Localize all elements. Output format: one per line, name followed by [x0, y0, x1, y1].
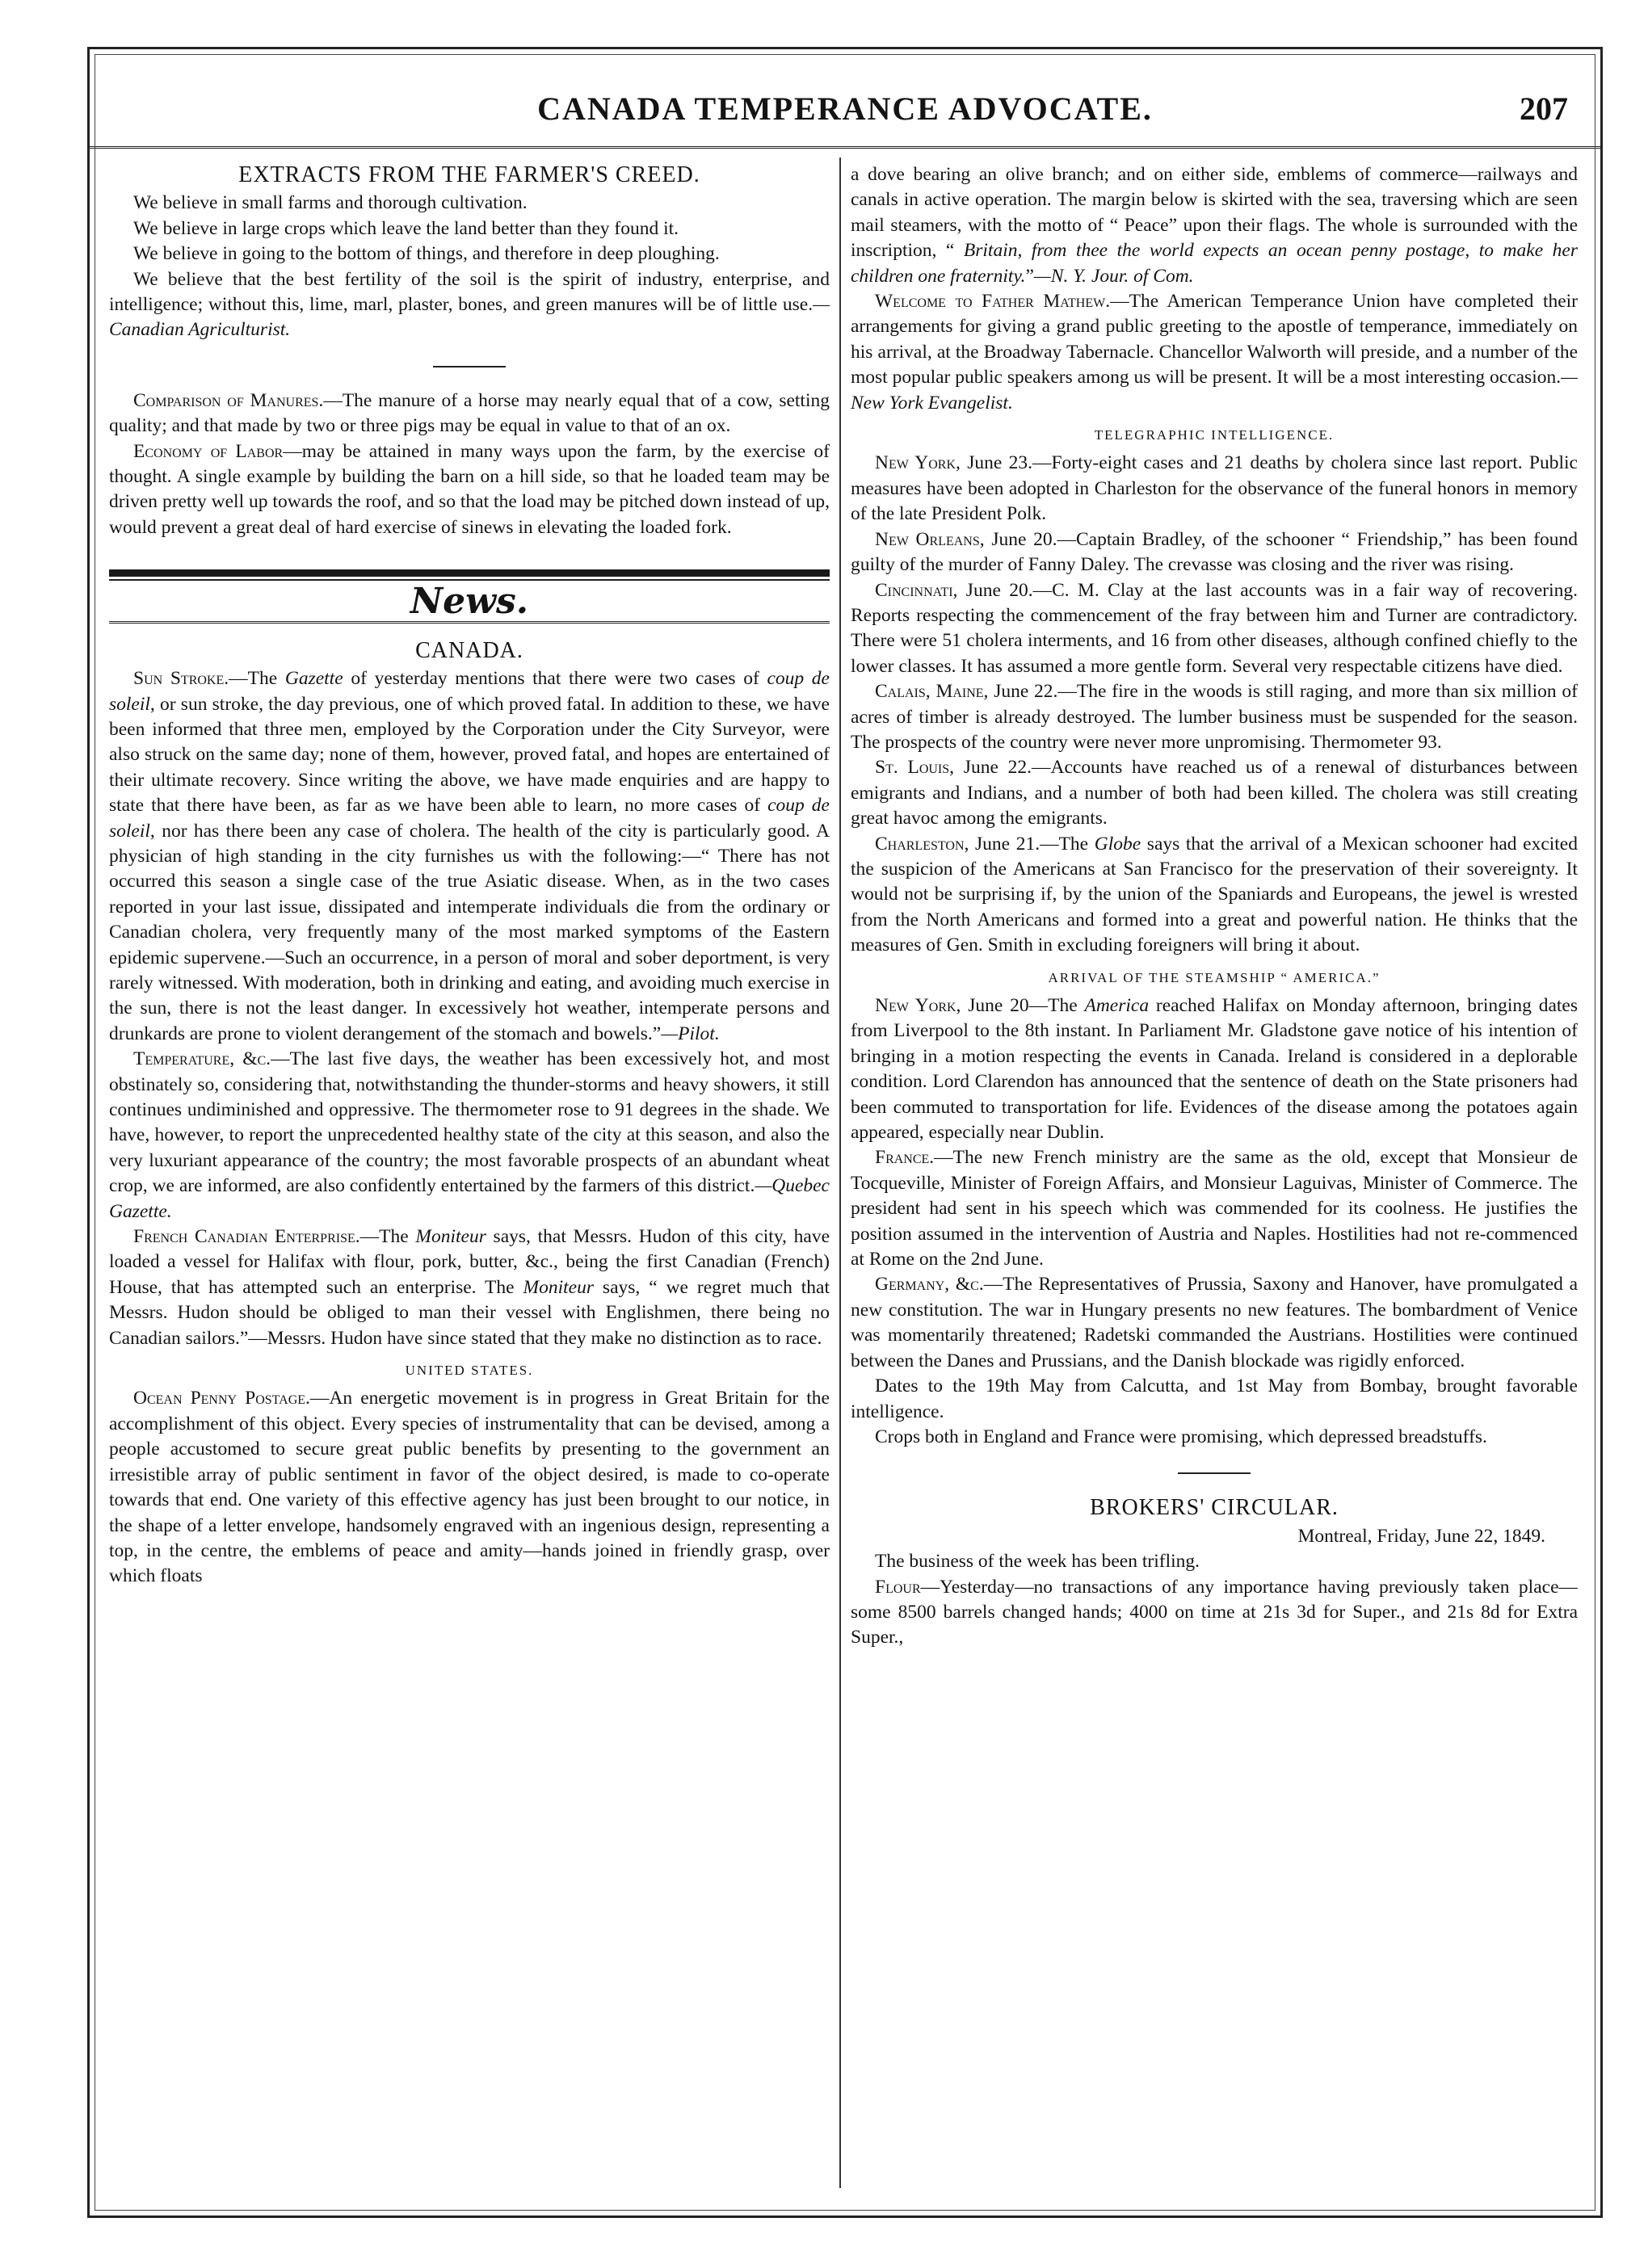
france-report [851, 1145, 1578, 1272]
article-text: —The American Temperance Union have completed their arrangements for giving a grand public greeting to the apostle of temperance, immediately on his arrival, at the Broadway Tabernacle. Chancellor Walworth will preside, and a number of the most popular public speakers among us will be present. It will be a most interesting occasion. [851, 291, 1578, 388]
article-text: reached Halifax on Monday afternoon, bringing dates from Liverpool to the 8th instant. In Parliament Mr. Gladstone gave notice of his intention of bringing in a motion respecting the events in Canada. Ireland is considered in a deplorable condition. Lord Clarendon has announced that the sentence of death on the State prisoners had been commuted to transportation for life. Evidences of the disease among the potatoes again appeared, especially near Dublin. [851, 995, 1578, 1144]
left-column [109, 162, 830, 2183]
article-text: —The new French ministry are the same as the old, except that Monsieur de Tocqueville, Minister of Foreign Affairs, and Monsieur Laguivas, Minister of Commerce. The president had sent in his speech which was commended for its coolness. He justifies the position assumed in the intervention of Austria and Naples. Hostilities had not re-commenced at Rome on the 2nd June. [851, 1147, 1578, 1270]
manures-article [109, 388, 830, 439]
charleston-report [851, 832, 1578, 959]
farmers-creed-heading: EXTRACTS FROM THE FARMER'S CREED. [238, 162, 700, 187]
labor-article [109, 439, 830, 541]
article-text: —An energetic movement is in progress in Great Britain for the accomplishment of this object. Every species of instrumentality that can be devised, among a people accustomed to secure great public benefits by presenting to the government an irresistible array of public sentiment in favor of the object desired, is made to co-operate towards that end. One variety of this effective agency has just been brought to our notice, in the shape of a letter envelope, handsomely engraved with an ingenious design, representing a top, in the centre, the emblems of peace and amity—hands joined in friendly grasp, over which floats [109, 1388, 830, 1587]
dateline: New York, [875, 452, 961, 474]
news-title: News. [410, 581, 529, 623]
st-louis-report [851, 755, 1578, 831]
arrival-heading: ARRIVAL OF THE STEAMSHIP “ AMERICA.” [1048, 969, 1381, 985]
article-lead: Sun Stroke. [133, 668, 229, 690]
united-states-heading: UNITED STATES. [405, 1363, 534, 1379]
cincinnati-report [851, 578, 1578, 680]
article-lead: Germany, &c. [875, 1274, 984, 1296]
article-text: , or sun stroke, the day previous, one of which proved fatal. In addition to these, we have been informed that three men, employed by the Corporation under the City Surveyor, were also struck on the same day; none of them, however, proved fatal, and hopes are entertained of their ultimate recovery. Since writing the above, we have made enquiries and are happy to state that there have been, as far as we have been able to learn, no more cases of [109, 693, 830, 817]
article-lead: French Canadian Enterprise. [133, 1226, 360, 1248]
news-under-rule [109, 621, 830, 624]
creed-paragraph: We believe in large crops which leave the land better than they found it. [133, 217, 679, 239]
dateline: Charleston, [875, 833, 969, 855]
section-rule [433, 366, 506, 368]
brokers-paragraph: The business of the week has been trifling. [875, 1551, 1200, 1573]
article-source: —New York Evangelist. [851, 367, 1578, 414]
article-lead: France. [875, 1147, 935, 1169]
article-lead: Welcome to Father Mathew. [875, 291, 1111, 313]
dateline: New York, [875, 995, 961, 1016]
article-text: —The last five days, the weather has been excessively hot, and most obstinately so, considering that, notwithstanding the thunder-storms and heavy showers, it still continues undiminished and oppressive. The thermometer rose to 91 degrees in the shade. We have, however, to report the unprecedented healthy state of the city at this season, and also the very luxuriant appearance of the country; the most favorable prospects of an abundant wheat crop, we are informed, are also confidently entertained by the farmers of this district. [109, 1048, 830, 1197]
article-text: June 20—The [961, 995, 1085, 1016]
news-band-rule [109, 569, 830, 581]
flour-paragraph [851, 1575, 1578, 1651]
article-source: —Quebec Gazette. [109, 1175, 830, 1222]
article-italic: Globe [1094, 833, 1141, 855]
new-york-report [851, 451, 1578, 527]
article-lead: Ocean Penny Postage. [133, 1388, 310, 1409]
germany-report [851, 1272, 1578, 1374]
page-title: CANADA TEMPERANCE ADVOCATE. [537, 90, 1153, 127]
page-number: 207 [1520, 90, 1568, 127]
article-source: —N. Y. Jour. of Com. [1033, 265, 1194, 287]
temperature-article [109, 1047, 830, 1224]
article-text: —The manure of a horse may nearly equal that of a cow, setting quality; and that made by two or three pigs may be equal in value to that of an ox. [109, 389, 830, 437]
article-text: —Yesterday—no transactions of any importance having previously taken place—some 8500 barrels changed hands; 4000 on time at 21s 3d for Super., and 21s 8d for Extra Super., [851, 1576, 1578, 1648]
dates-paragraph: Dates to the 19th May from Calcutta, and 1st May from Bombay, brought favorable intelligence. [851, 1376, 1578, 1422]
article-italic: Moniteur [415, 1226, 486, 1248]
page-header [90, 49, 1600, 149]
article-text: a dove bearing an olive branch; and on either side, emblems of commerce—railways and canals in active operation. The margin below is skirted with the sea, traversing which are seen mail steamers, with the motto of “ Peace” upon their flags. The whole is surrounded with the inscription, “ [851, 164, 1578, 262]
creed-paragraph: We believe in small farms and thorough cultivation. [133, 192, 528, 214]
canada-heading: CANADA. [415, 637, 523, 663]
article-lead: Flour [875, 1576, 921, 1598]
article-italic: Moniteur [523, 1276, 594, 1298]
article-text: says that the arrival of a Mexican schooner had excited the suspicion of the Americans at San Francisco for the preservation of their sovereignty. It would not be surprising if, by the union of the Spaniards and Europeans, the jewel is wrested from the North Americans and formed into a great and powerful nation. He thinks that the measures of Gen. Smith in excluding foreigners will bring it about. [851, 833, 1578, 956]
article-italic: America [1084, 995, 1150, 1016]
column-divider [839, 158, 841, 2188]
dateline: Calais, Maine, [875, 681, 989, 703]
dateline: New Orleans, [875, 528, 985, 550]
article-italic: Britain, from thee the world expects an ocean penny postage, to make her children one fraternity. [851, 240, 1578, 287]
article-text: June 20.—C. M. Clay at the last accounts was in a fair way of recovering. Reports respecting the commencement of the fray between him and Turner are contradictory. There were 51 cholera interments, and 16 from other diseases, although confined chiefly to the lower classes. It has assumed a more gentle form. Several very respectable citizens have died. [851, 579, 1578, 677]
article-lead: Temperature, &c. [133, 1048, 271, 1070]
right-column [851, 162, 1578, 2183]
newspaper-page [87, 47, 1603, 2218]
dateline: Cincinnati, [875, 579, 958, 601]
article-text: June 22.—The fire in the woods is still raging, and more than six million of acres of timber is already destroyed. The lumber business must be suspended for the season. The prospects of the country were never more unpromising. Thermometer 93. [851, 681, 1578, 753]
creed-text: We believe that the best fertility of the soil is the spirit of industry, enterprise, and intelligence; without this, lime, marl, plaster, bones, and green manures will be of little use. [109, 268, 830, 316]
article-text: says, “ we regret much that Messrs. Hudon should be obliged to man their vessel with Englishmen, there being no Canadian sailors.”—Messrs. Hudon have since stated that they make no distinction as to race. [109, 1276, 830, 1349]
welcome-article [851, 289, 1578, 416]
section-rule [1178, 1472, 1251, 1474]
brokers-date: Montreal, Friday, June 22, 1849. [1297, 1525, 1545, 1547]
article-text: of yesterday mentions that there were two cases of [343, 668, 767, 690]
postage-continuation [851, 162, 1578, 289]
dateline: St. Louis, [875, 757, 955, 779]
article-italic: coup de soleil [109, 795, 830, 842]
article-text: June 20.—Captain Bradley, of the schooner “ Friendship,” has been found guilty of the murder of Fanny Daley. The crevasse was closing and the river was rising. [851, 528, 1578, 576]
new-orleans-report [851, 527, 1578, 578]
article-text: —The [359, 1226, 416, 1248]
creed-paragraph: We believe in going to the bottom of things, and therefore in deep ploughing. [133, 243, 720, 265]
telegraphic-heading: TELEGRAPHIC INTELLIGENCE. [1094, 427, 1335, 443]
article-text: June 23.—Forty-eight cases and 21 deaths by cholera since last report. Public measures have been adopted in Charleston for the observance of the funeral honors in memory of the late President Polk. [851, 452, 1578, 525]
article-italic: coup de soleil [109, 668, 830, 715]
sun-stroke-article [109, 666, 830, 1047]
america-report [851, 993, 1578, 1145]
article-lead: Economy of Labor [133, 440, 284, 462]
article-text: June 22.—Accounts have reached us of a renewal of disturbances between emigrants and Indians, and a number of both had been killed. The cholera was still creating great havoc among the emigrants. [851, 757, 1578, 830]
article-text: June 21.—The [969, 833, 1095, 855]
calais-report [851, 679, 1578, 755]
article-italic: Gazette [284, 668, 343, 690]
article-text: —The [229, 668, 285, 690]
article-text: says, that Messrs. Hudon of this city, have loaded a vessel for Halifax with flour, pork, butter, &c., being the first Canadian (French) House, that has attempted such an enterprise. The [109, 1226, 830, 1298]
article-source: —Pilot. [661, 1023, 720, 1044]
crops-paragraph: Crops both in England and France were promising, which depressed breadstuffs. [875, 1426, 1487, 1447]
brokers-circular-heading: BROKERS' CIRCULAR. [1090, 1495, 1339, 1521]
article-text: , nor has there been any case of cholera. The health of the city is particularly good. A physician of high standing in the city furnishes us with the following:—“ There has not occurred this season a single case of the true Asiatic disease. When, as in the two cases reported in your last issue, dissipated and intemperate individuals die from the ordinary or Canadian cholera, very frequently many of the most marked symptoms of the Eastern epidemic supervene.—Such an occurrence, in a person of moral and sober deportment, is very rarely witnessed. With moderation, both in drinking and eating, and avoiding much exercise in the sun, there is not the least danger. In excessively hot weather, intemperate persons and drunkards are prone to violent derangement of the stomach and bowels.” [109, 820, 830, 1044]
creed-paragraph [109, 267, 830, 343]
french-enterprise-article [109, 1224, 830, 1351]
ocean-postage-article [109, 1386, 830, 1589]
article-text: ” [1025, 265, 1034, 287]
article-text: —may be attained in many ways upon the farm, by the exercise of thought. A single example by building the barn on a hill side, so that he loaded team may be driven pretty well up towards the roof, and so that the load may be pitched down instead of up, would prevent a great deal of hard exercise of sinews in elevating the loaded fork. [109, 440, 830, 538]
creed-source: —Canadian Agriculturist. [109, 294, 830, 341]
article-text: —The Representatives of Prussia, Saxony and Hanover, have promulgated a new constitution. The war in Hungary presents no new features. The bombardment of Venice was momentarily threatened; Radetski commanded the Austrians. Hostilities were continued between the Danes and Prussians, and the Danish blockade was rigidly enforced. [851, 1274, 1578, 1371]
article-lead: Comparison of Manures. [133, 389, 324, 411]
